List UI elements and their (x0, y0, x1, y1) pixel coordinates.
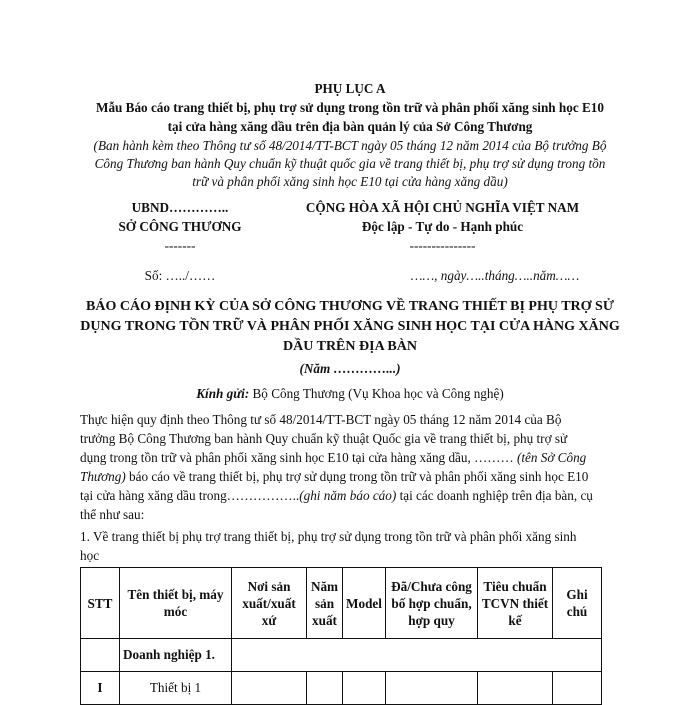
annex-note-line-2: Công Thương ban hành Quy chuẩn kỹ thuật quốc gia về trang thiết bị, phụ trợ sử dụng trong tồn (94, 156, 606, 171)
body-paragraph-1 (80, 410, 620, 524)
national-divider: --------------- (409, 238, 476, 253)
annex-title: PHỤ LỤC A (314, 81, 386, 96)
paragraph-line: Thực hiện quy định theo Thông tư số 48/2014/TT-BCT ngày 05 tháng 12 năm 2014 của Bộ (80, 412, 562, 427)
col-header-stt: STT (81, 568, 120, 639)
table-cell (232, 639, 602, 672)
recipient-value: Bộ Công Thương (Vụ Khoa học và Công nghệ) (252, 386, 504, 401)
annex-note-line-3: trữ và phân phối xăng sinh học E10 tại cửa hàng xăng dầu) (192, 174, 508, 189)
table-row (81, 639, 602, 672)
paragraph-line: thể như sau: (80, 507, 145, 522)
paragraph-placeholder: Thương) (80, 469, 126, 484)
paragraph-placeholder: (ghi năm báo cáo) (299, 488, 397, 503)
annex-subtitle-line-2: tại cửa hàng xăng dầu trên địa bàn quản lý của Sở Công Thương (167, 119, 533, 134)
col-header-equipment-name: Tên thiết bị, máy móc (120, 568, 232, 639)
paragraph-text: dụng trong tồn trữ và phân phối xăng sinh học E10 tại cửa hàng xăng dầu, ……… (80, 450, 514, 465)
agency-name: SỞ CÔNG THƯƠNG (118, 219, 242, 234)
paragraph-line (80, 486, 620, 505)
col-header-notes: Ghi chú (553, 568, 602, 639)
col-header-origin: Nơi sản xuất/xuất xứ (232, 568, 307, 639)
document-date: ……, ngày…..tháng…..năm…… (410, 268, 580, 283)
col-header-model: Model (343, 568, 386, 639)
report-title-line-1: BÁO CÁO ĐỊNH KỲ CỦA SỞ CÔNG THƯƠNG VỀ TRANG THIẾT BỊ PHỤ TRỢ SỬ (86, 299, 614, 314)
agency-divider: ------- (164, 238, 196, 253)
equipment-table (80, 567, 602, 705)
national-title: CỘNG HÒA XÃ HỘI CHỦ NGHĨA VIỆT NAM (305, 200, 580, 215)
paragraph-text: tại cửa hàng xăng dầu trong…………….. (80, 488, 300, 503)
table-cell-equipment: Thiết bị 1 (120, 672, 232, 705)
table-cell (81, 639, 120, 672)
annex-subtitle-line-1: Mẫu Báo cáo trang thiết bị, phụ trợ sử dụng trong tồn trữ và phân phối xăng sinh học E10 (96, 100, 604, 115)
recipient-line (80, 385, 620, 403)
paragraph-line: 1. Về trang thiết bị phụ trợ trang thiết bị, phụ trợ sử dụng trong tồn trữ và phân phối xăng sinh (80, 529, 577, 544)
paragraph-text: tại các doanh nghiệp trên địa bàn, cụ (399, 488, 593, 503)
paragraph-line (80, 467, 620, 486)
report-year: (Năm …………...) (299, 361, 401, 376)
paragraph-line: học (80, 548, 100, 563)
document-number: Số: …../…… (144, 268, 216, 283)
table-cell-enterprise: Doanh nghiệp 1. (120, 639, 232, 672)
paragraph-placeholder: (tên Sở Công (516, 450, 587, 465)
table-header-row (81, 568, 602, 639)
body-paragraph-2 (80, 527, 620, 565)
paragraph-line: trưởng Bộ Công Thương ban hành Quy chuẩn kỹ thuật Quốc gia về trang thiết bị, phụ trợ sử (80, 431, 568, 446)
col-header-conformity: Đã/Chưa công bố hợp chuẩn, hợp quy (386, 568, 478, 639)
col-header-standard: Tiêu chuẩn TCVN thiết kế (478, 568, 553, 639)
paragraph-text: báo cáo về trang thiết bị, phụ trợ sử dụng trong tồn trữ và phân phối xăng sinh học E10 (129, 469, 589, 484)
col-header-year: Năm sản xuất (307, 568, 343, 639)
national-motto: Độc lập - Tự do - Hạnh phúc (361, 219, 524, 234)
recipient-label: Kính gửi: (196, 386, 250, 401)
annex-note-line-1: (Ban hành kèm theo Thông tư số 48/2014/TT-BCT ngày 05 tháng 12 năm 2014 của Bộ trưởng Bộ (93, 138, 607, 153)
report-title-line-3: DẦU TRÊN ĐỊA BÀN (283, 339, 417, 354)
paragraph-line (80, 448, 620, 467)
agency-ubnd: UBND………….. (131, 200, 229, 215)
table-cell-stt: I (81, 672, 120, 705)
report-title-line-2: DỤNG TRONG TỒN TRỮ VÀ PHÂN PHỐI XĂNG SINH HỌC TẠI CỬA HÀNG XĂNG (80, 319, 620, 334)
